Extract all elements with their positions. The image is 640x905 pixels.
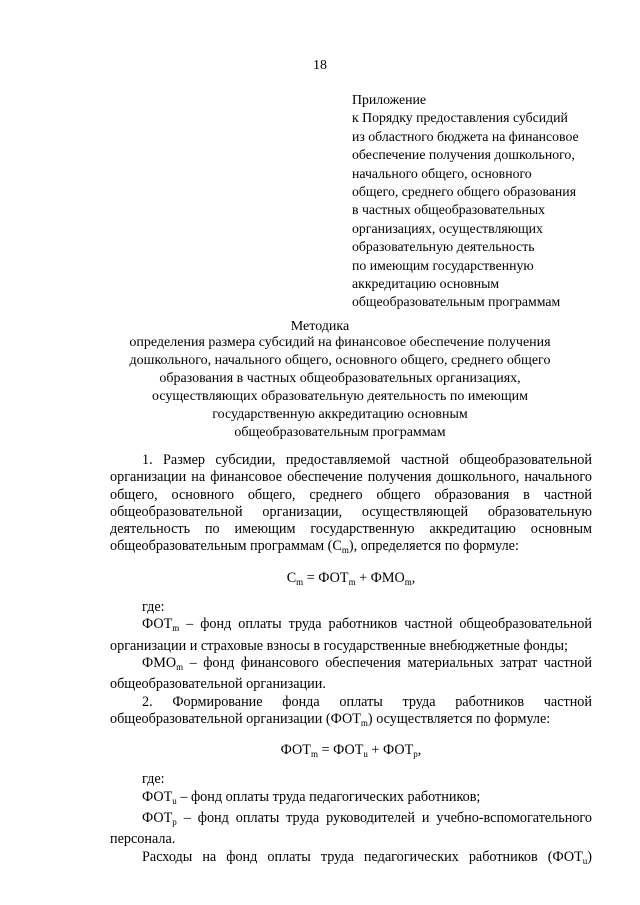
subtitle-line: государственную аккредитацию основным: [212, 407, 468, 422]
formula-term: = ФОТ: [317, 742, 364, 759]
formula-term: С: [286, 569, 297, 586]
paragraph-expenses: [110, 849, 592, 870]
definition-fot: [110, 616, 592, 637]
definition-fot-u: [110, 789, 592, 810]
appendix-line: по имеющим государственную: [352, 257, 534, 273]
appendix-line: начального общего, основного: [352, 165, 532, 181]
term: ФМО: [142, 654, 177, 671]
document-subtitle: [60, 334, 620, 442]
document-title: Методика: [290, 319, 350, 334]
appendix-line: аккредитацию основным: [352, 276, 500, 292]
subscript: m: [404, 576, 412, 587]
subtitle-line: дошкольного, начального общего, основного общего, среднего общего: [129, 353, 551, 368]
formula-subsidy: [110, 570, 592, 591]
appendix-line: организациях, осуществляющих: [352, 220, 543, 236]
formula-term: = ФОТ: [303, 569, 349, 586]
subscript: m: [172, 623, 180, 634]
formula-term: ФОТ: [280, 742, 311, 759]
page-number: 18: [313, 58, 327, 73]
term: ФОТ: [142, 616, 173, 633]
formula-term: + ФМО: [355, 569, 405, 586]
paragraph-2: 2. Формирование фонда оплаты труда работников частной: [142, 693, 592, 710]
subscript: m: [310, 749, 318, 760]
where-label: где:: [142, 771, 165, 788]
appendix-line: к Порядку предоставления субсидий: [352, 110, 568, 126]
body-line: [110, 711, 592, 732]
term: ФОТ: [142, 810, 173, 827]
paragraph-1: [110, 452, 592, 560]
formula-fot: [110, 742, 592, 763]
appendix-line: в частных общеобразовательных: [352, 202, 546, 218]
appendix-line: общего, среднего общего образования: [352, 184, 577, 200]
body-line: организации и страховые взносы в государственные внебюджетные фонды;: [110, 637, 568, 654]
formula-term: ,: [411, 569, 416, 586]
subtitle-line: осуществляющих образовательную деятельность по имеющим: [151, 389, 529, 404]
definition-text: – фонд оплаты труда работников частной общеобразовательной: [179, 616, 592, 633]
definition-text: – фонд оплаты труда педагогических работников;: [176, 788, 481, 805]
appendix-line: Приложение: [352, 92, 427, 107]
appendix-header: [352, 91, 579, 312]
body-line: общеобразовательной организации, осуществляющей образовательную: [110, 503, 592, 520]
subscript: p: [172, 817, 177, 828]
subtitle-line: определения размера субсидий на финансовое обеспечение получения: [129, 335, 551, 350]
body-line: общего, основного общего, среднего общего образования в частной: [110, 486, 592, 503]
body-line: персонала.: [110, 831, 176, 848]
body-line: организации на финансовое обеспечение получения дошкольного, начального: [110, 469, 592, 486]
subscript: m: [360, 717, 368, 728]
appendix-line: из областного бюджета на финансовое: [352, 128, 579, 144]
appendix-line: образовательную деятельность: [352, 239, 535, 255]
subscript: m: [176, 661, 184, 672]
appendix-line: обеспечение получения дошкольного,: [352, 147, 575, 163]
subtitle-line: общеобразовательным программам: [234, 425, 446, 440]
definition-fmo: [110, 655, 592, 676]
document-body: [110, 452, 592, 870]
subscript: m: [348, 576, 356, 587]
text-segment: Расходы на фонд оплаты труда педагогических работников (ФОТ: [142, 848, 583, 865]
subscript: u: [582, 855, 588, 866]
definition-fot-p: [110, 810, 592, 831]
subscript: m: [296, 576, 304, 587]
text-segment: общеобразовательной организации (ФОТ: [110, 710, 361, 727]
subscript: p: [413, 749, 418, 760]
definition-text: – фонд финансового обеспечения материальных затрат частной: [183, 654, 592, 671]
subtitle-line: образования в частных общеобразовательных организациях,: [159, 371, 521, 386]
appendix-line: общеобразовательным программам: [352, 294, 561, 310]
body-line: деятельность по имеющим государственную аккредитацию основным: [110, 521, 592, 538]
subscript: u: [363, 749, 368, 760]
subscript: u: [172, 795, 177, 806]
body-line: [110, 538, 592, 559]
text-segment: ): [587, 848, 592, 865]
subscript: m: [341, 545, 349, 556]
definition-text: – фонд оплаты труда руководителей и учебно-вспомогательного: [176, 810, 592, 827]
body-line: 1. Размер субсидии, предоставляемой частной общеобразовательной: [142, 452, 592, 468]
text-segment: общеобразовательным программам (С: [110, 538, 342, 555]
formula-term: + ФОТ: [367, 742, 414, 759]
text-segment: ) осуществляется по формуле:: [367, 710, 551, 727]
term: ФОТ: [142, 788, 173, 805]
body-line: общеобразовательной организации.: [110, 676, 326, 693]
text-segment: ), определяется по формуле:: [348, 538, 519, 555]
where-label: где:: [142, 599, 165, 616]
formula-term: ,: [417, 742, 422, 759]
